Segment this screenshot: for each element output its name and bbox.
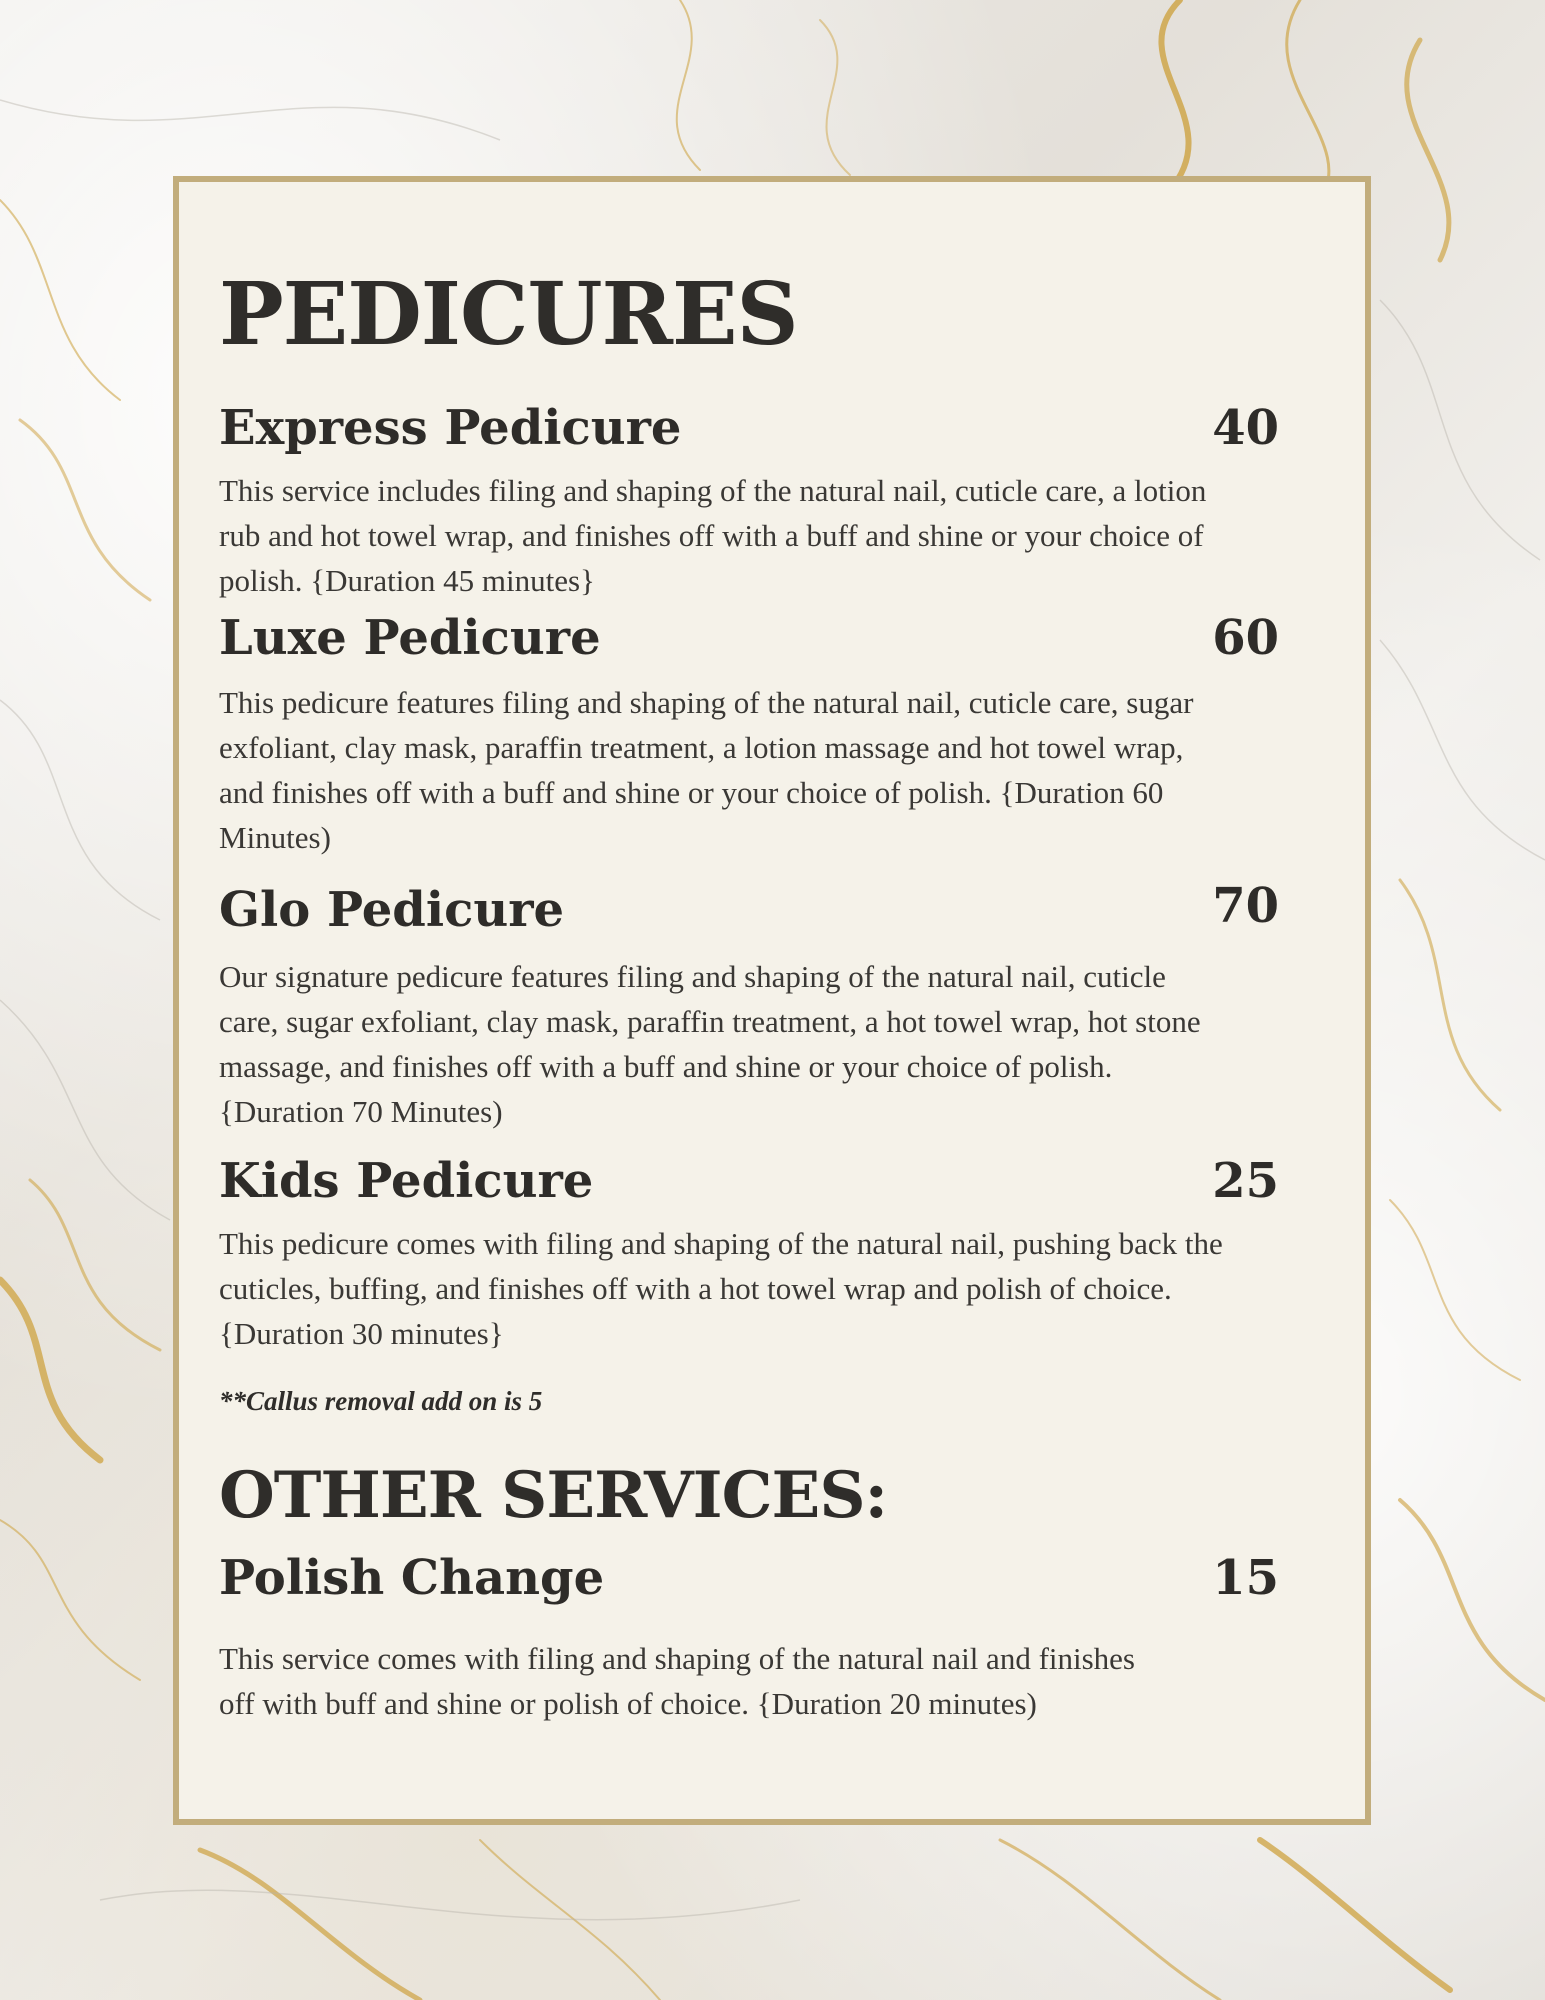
callus-note: **Callus removal add on is 5: [219, 1386, 543, 1416]
service-price: 70: [1212, 878, 1279, 934]
service-description: Our signature pedicure features filing and shaping of the natural nail, cuticle care, sugar exfoliant, clay mask, paraffin treatment, a hot towel wrap, hot stone massage, and finishes off with a buff and shine or your choice of polish. {Duration 70 Minutes): [219, 959, 1201, 1129]
menu-card: [173, 176, 1371, 1825]
service-name: Polish Change: [219, 1550, 605, 1606]
service-name: Express Pedicure: [219, 400, 682, 456]
service-name: Luxe Pedicure: [219, 610, 601, 666]
service-price: 40: [1212, 400, 1279, 456]
pedicures-heading: PEDICURES: [219, 264, 798, 365]
other-services-heading: OTHER SERVICES:: [219, 1458, 888, 1533]
service-price: 15: [1212, 1550, 1279, 1606]
service-name: Glo Pedicure: [219, 882, 565, 938]
service-description: This pedicure features filing and shaping of the natural nail, cuticle care, sugar exfoliant, clay mask, paraffin treatment, a lotion massage and hot towel wrap, and finishes off with a buff and shine or your choice of polish. {Duration 60 Minutes): [219, 685, 1194, 855]
service-description: This service comes with filing and shaping of the natural nail and finishes off with buff and shine or polish of choice. {Duration 20 minutes): [219, 1641, 1135, 1721]
service-price: 60: [1212, 610, 1279, 666]
service-price: 25: [1212, 1153, 1279, 1209]
service-name: Kids Pedicure: [219, 1153, 594, 1209]
service-description: This pedicure comes with filing and shaping of the natural nail, pushing back the cuticles, buffing, and finishes off with a hot towel wrap and polish of choice. {Duration 30 minutes}: [219, 1226, 1223, 1351]
service-description: This service includes filing and shaping of the natural nail, cuticle care, a lotion rub and hot towel wrap, and finishes off with a buff and shine or your choice of polish. {Duration 45 minutes}: [219, 473, 1207, 598]
